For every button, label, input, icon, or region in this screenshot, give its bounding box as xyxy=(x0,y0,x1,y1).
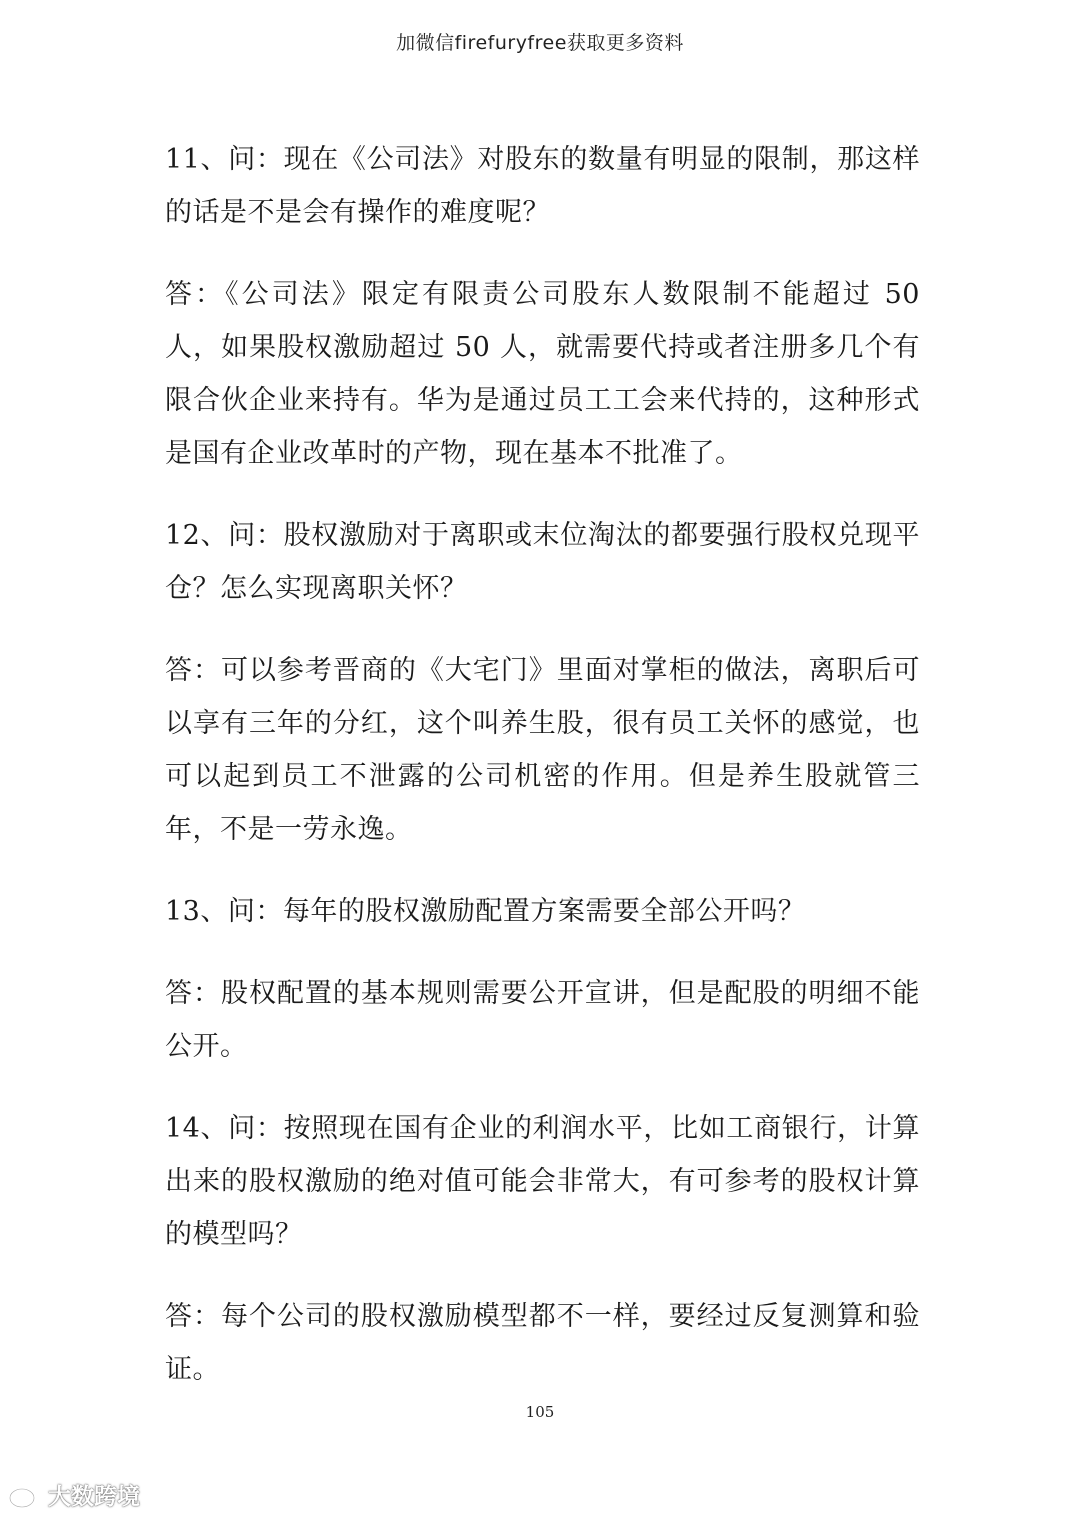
page-number: 105 xyxy=(525,1403,555,1421)
question-13: 13、问：每年的股权激励配置方案需要全部公开吗？ xyxy=(165,896,806,927)
question-14: 14、问：按照现在国有企业的利润水平，比如工商银行，计算出来的股权激励的绝对值可能会非常大，有可参考的股权计算的模型吗？ xyxy=(165,1113,920,1250)
answer-12: 答：可以参考晋商的《大宅门》里面对掌柜的做法，离职后可以享有三年的分红，这个叫养生股，很有员工关怀的感觉，也可以起到员工不泄露的公司机密的作用。但是养生股就管三年，不是一劳永逸。 xyxy=(165,655,920,845)
answer-13: 答：股权配置的基本规则需要公开宣讲，但是配股的明细不能公开。 xyxy=(165,978,920,1062)
question-11: 11、问：现在《公司法》对股东的数量有明显的限制，那这样的话是不是会有操作的难度呢？ xyxy=(165,144,920,228)
watermark xyxy=(8,1478,140,1511)
answer-14: 答：每个公司的股权激励模型都不一样，要经过反复测算和验证。 xyxy=(165,1301,920,1385)
document-body xyxy=(165,133,920,1425)
watermark-text: 大数跨境 xyxy=(48,1484,140,1510)
answer-11: 答：《公司法》限定有限责公司股东人数限制不能超过 50 人，如果股权激励超过 50 人，就需要代持或者注册多几个有限合伙企业来持有。华为是通过员工工会来代持的，这种形式是国有企业改革时的产物，现在基本不批准了。 xyxy=(165,279,920,469)
page-header: 加微信firefuryfree获取更多资料 xyxy=(396,32,684,54)
weibo-logo-icon xyxy=(8,1481,42,1509)
question-12: 12、问：股权激励对于离职或末位淘汰的都要强行股权兑现平仓？怎么实现离职关怀？ xyxy=(165,520,920,604)
